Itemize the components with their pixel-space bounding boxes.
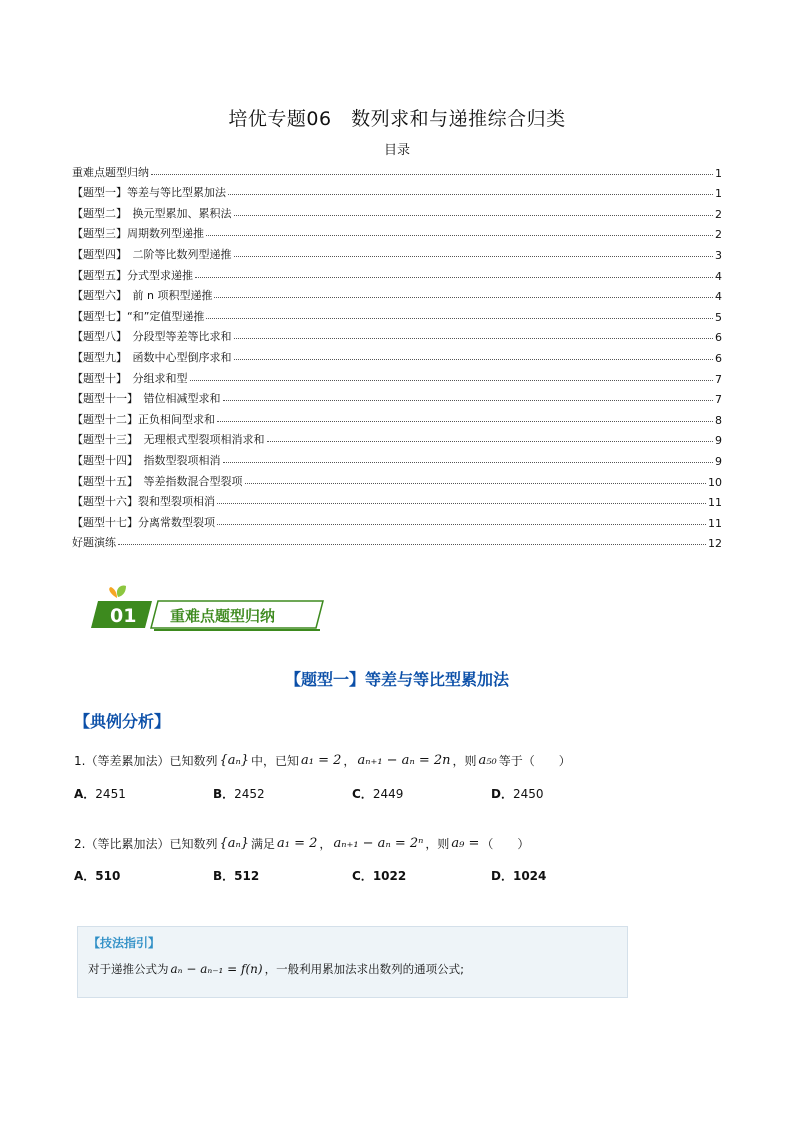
toc-entry-page: 9 bbox=[715, 434, 722, 448]
q2-options bbox=[74, 867, 674, 884]
toc-leader-dots bbox=[228, 194, 713, 195]
toc-entry-page: 4 bbox=[715, 290, 722, 304]
toc-entry-page: 3 bbox=[715, 248, 722, 262]
toc-entry[interactable] bbox=[72, 365, 722, 386]
q2-target: a₉ = bbox=[451, 836, 480, 851]
toc-leader-dots bbox=[245, 483, 707, 484]
toc-entry-page: 2 bbox=[715, 207, 722, 221]
toc-heading: 目录 bbox=[383, 143, 410, 158]
toc-leader-dots bbox=[190, 380, 714, 381]
toc-leader-dots bbox=[234, 215, 714, 216]
q1-option-c[interactable]: C．2449 bbox=[352, 787, 404, 801]
toc-leader-dots bbox=[151, 174, 713, 175]
toc-leader-dots bbox=[234, 338, 714, 339]
toc-entry[interactable] bbox=[72, 344, 722, 365]
toc-entry-page: 7 bbox=[715, 372, 722, 386]
q2-set: {aₙ} bbox=[219, 836, 250, 851]
toc-entry-label: 【题型七】“和”定值型递推 bbox=[72, 309, 205, 323]
toc-entry-label: 【题型五】分式型求递推 bbox=[72, 268, 193, 282]
tip-box bbox=[77, 926, 628, 998]
toc-entry-label: 【题型十一】 错位相减型求和 bbox=[72, 392, 221, 406]
q2-option-a[interactable]: A．510 bbox=[74, 869, 121, 883]
q1-option-b[interactable]: B．2452 bbox=[213, 787, 265, 801]
q2-option-c[interactable]: C．1022 bbox=[352, 869, 407, 883]
toc-entry[interactable] bbox=[72, 283, 722, 304]
toc-entry-page: 2 bbox=[715, 228, 722, 242]
toc-entry[interactable] bbox=[72, 386, 722, 407]
toc-entry-label: 【题型十三】 无理根式型裂项相消求和 bbox=[72, 433, 265, 447]
q2-suffix: （ ） bbox=[481, 837, 530, 851]
toc-entry-label: 【题型四】 二阶等比数列型递推 bbox=[72, 247, 232, 261]
q2-sep: ， bbox=[319, 837, 332, 851]
toc-entry-label: 【题型二】 换元型累加、累积法 bbox=[72, 206, 232, 220]
toc-leader-dots bbox=[206, 318, 713, 319]
toc-entry[interactable] bbox=[72, 509, 722, 530]
q1-option-d[interactable]: D．2450 bbox=[491, 787, 544, 801]
toc-entry-page: 9 bbox=[715, 454, 722, 468]
toc-leader-dots bbox=[267, 441, 714, 442]
table-of-contents bbox=[72, 159, 722, 550]
toc-entry-label: 【题型六】 前 n 项积型递推 bbox=[72, 289, 213, 303]
q2-cond1: a₁ = 2 bbox=[277, 836, 318, 851]
toc-leader-dots bbox=[234, 256, 714, 257]
toc-entry-page: 6 bbox=[715, 351, 722, 365]
toc-entry-page: 10 bbox=[708, 475, 722, 489]
q1-mid2: ，则 bbox=[452, 754, 477, 768]
q2-cond2: aₙ₊₁ − aₙ = 2ⁿ bbox=[333, 836, 424, 851]
banner-number: 01 bbox=[110, 605, 137, 627]
tip-text-suffix: ，一般利用累加法求出数列的通项公式; bbox=[264, 962, 464, 976]
toc-entry-label: 【题型八】 分段型等差等比求和 bbox=[72, 330, 232, 344]
toc-entry[interactable] bbox=[72, 241, 722, 262]
q2-option-b[interactable]: B．512 bbox=[213, 869, 260, 883]
q1-target: a₅₀ bbox=[478, 753, 497, 768]
toc-entry-label: 【题型十二】正负相间型求和 bbox=[72, 412, 215, 426]
toc-leader-dots bbox=[217, 503, 706, 504]
q2-mid1: 满足 bbox=[251, 837, 276, 851]
toc-entry-label: 【题型九】 函数中心型倒序求和 bbox=[72, 350, 232, 364]
q1-options bbox=[74, 785, 674, 802]
toc-leader-dots bbox=[223, 462, 714, 463]
toc-leader-dots bbox=[223, 400, 714, 401]
toc-entry-label: 重难点题型归纳 bbox=[72, 165, 149, 179]
toc-entry-page: 11 bbox=[708, 496, 722, 510]
toc-entry-label: 【题型十七】分离常数型裂项 bbox=[72, 515, 215, 529]
toc-entry[interactable] bbox=[72, 200, 722, 221]
toc-leader-dots bbox=[217, 421, 713, 422]
toc-entry[interactable] bbox=[72, 468, 722, 489]
toc-entry[interactable] bbox=[72, 324, 722, 345]
q2-prefix: 2.（等比累加法）已知数列 bbox=[74, 837, 218, 851]
toc-leader-dots bbox=[118, 544, 706, 545]
q1-cond1: a₁ = 2 bbox=[301, 753, 342, 768]
q1-prefix: 1.（等差累加法）已知数列 bbox=[74, 754, 218, 768]
toc-entry[interactable] bbox=[72, 489, 722, 510]
toc-entry-label: 【题型三】周期数列型递推 bbox=[72, 227, 204, 241]
page-title: 培优专题06 数列求和与递推综合归类 bbox=[228, 108, 566, 130]
toc-leader-dots bbox=[217, 524, 706, 525]
toc-entry-page: 4 bbox=[715, 269, 722, 283]
toc-entry[interactable] bbox=[72, 180, 722, 201]
toc-entry-label: 【题型十】 分组求和型 bbox=[72, 371, 188, 385]
toc-entry-label: 好题演练 bbox=[72, 536, 116, 550]
toc-entry-page: 1 bbox=[715, 187, 722, 201]
tip-formula: aₙ − aₙ₋₁ = f(n) bbox=[170, 962, 263, 976]
toc-leader-dots bbox=[195, 277, 713, 278]
toc-entry[interactable] bbox=[72, 221, 722, 242]
toc-entry[interactable] bbox=[72, 303, 722, 324]
toc-entry-label: 【题型十五】 等差指数混合型裂项 bbox=[72, 474, 243, 488]
toc-entry-label: 【题型十六】裂和型裂项相消 bbox=[72, 495, 215, 509]
toc-entry-label: 【题型一】等差与等比型累加法 bbox=[72, 186, 226, 200]
section-title: 【题型一】等差与等比型累加法 bbox=[284, 670, 509, 689]
question-1 bbox=[74, 752, 571, 769]
toc-entry[interactable] bbox=[72, 406, 722, 427]
toc-entry[interactable] bbox=[72, 427, 722, 448]
toc-entry-page: 11 bbox=[708, 516, 722, 530]
q1-cond2: aₙ₊₁ − aₙ = 2n bbox=[357, 753, 451, 768]
toc-entry-page: 5 bbox=[715, 310, 722, 324]
leaf-icon bbox=[117, 585, 126, 597]
question-2 bbox=[74, 835, 529, 852]
toc-entry-page: 7 bbox=[715, 393, 722, 407]
toc-leader-dots bbox=[234, 359, 714, 360]
section-banner bbox=[90, 584, 330, 632]
toc-entry-page: 8 bbox=[715, 413, 722, 427]
toc-entry-page: 6 bbox=[715, 331, 722, 345]
analysis-heading: 【典例分析】 bbox=[74, 712, 171, 731]
banner-text: 重难点题型归纳 bbox=[170, 607, 276, 625]
toc-entry-page: 1 bbox=[715, 166, 722, 180]
q2-mid2: ，则 bbox=[425, 837, 450, 851]
q1-suffix: 等于（ ） bbox=[498, 754, 571, 768]
q1-sep: ， bbox=[343, 754, 356, 768]
q1-set: {aₙ} bbox=[219, 753, 250, 768]
tip-text-prefix: 对于递推公式为 bbox=[88, 962, 169, 976]
toc-entry[interactable] bbox=[72, 447, 722, 468]
q2-option-d[interactable]: D．1024 bbox=[491, 869, 547, 883]
leaf-icon-small bbox=[109, 587, 117, 598]
tip-heading: 【技法指引】 bbox=[88, 936, 161, 950]
toc-leader-dots bbox=[206, 235, 713, 236]
q1-mid1: 中，已知 bbox=[251, 754, 300, 768]
tip-body bbox=[88, 961, 464, 977]
toc-entry[interactable] bbox=[72, 262, 722, 283]
q1-option-a[interactable]: A．2451 bbox=[74, 787, 126, 801]
toc-entry[interactable] bbox=[72, 159, 722, 180]
toc-leader-dots bbox=[214, 297, 713, 298]
toc-entry-page: 12 bbox=[708, 537, 722, 551]
toc-entry-label: 【题型十四】 指数型裂项相消 bbox=[72, 453, 221, 467]
toc-entry[interactable] bbox=[72, 530, 722, 551]
